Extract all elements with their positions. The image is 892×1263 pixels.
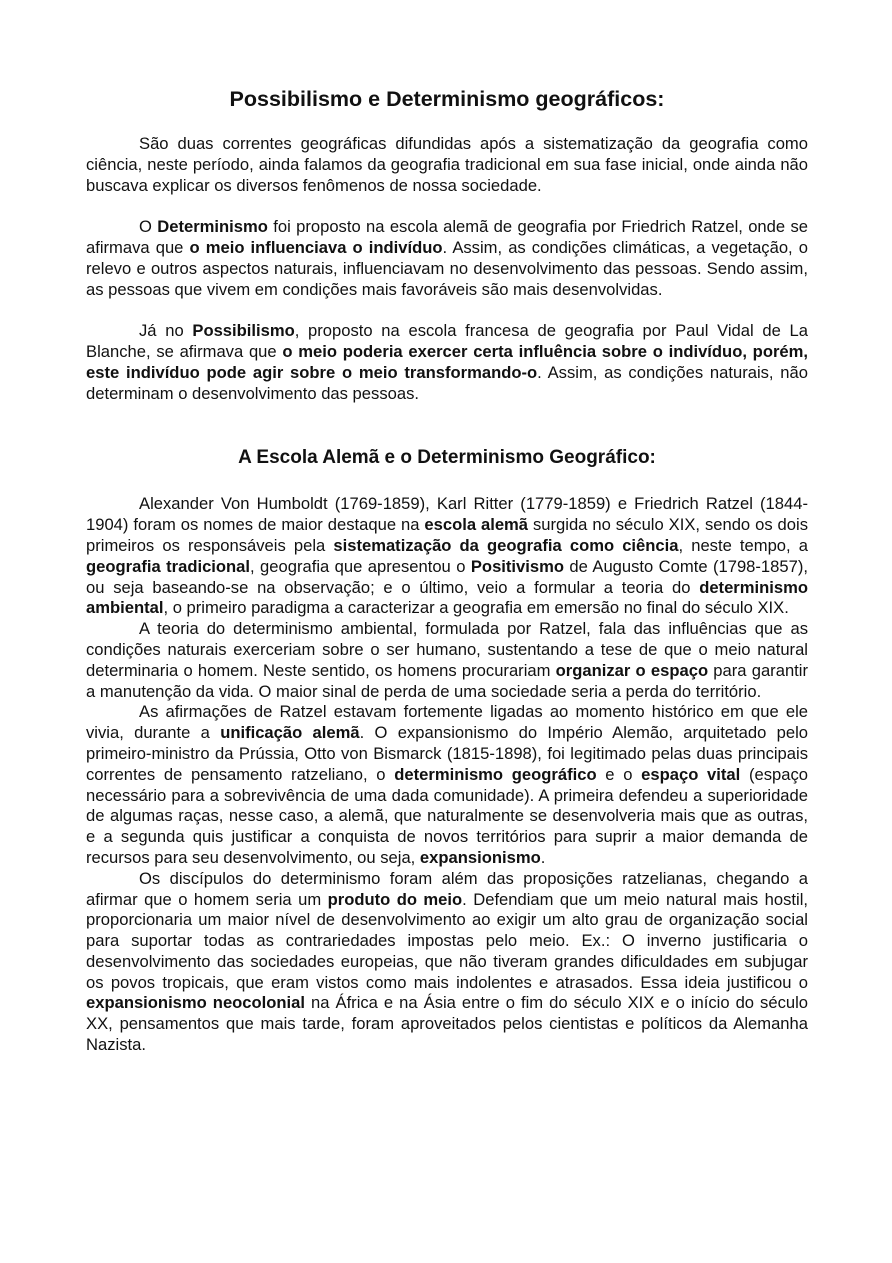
document-title: Possibilismo e Determinismo geográficos:	[229, 87, 665, 111]
section-title-escola-alema: A Escola Alemã e o Determinismo Geográfico:	[238, 447, 656, 469]
bold-term: unificação alemã	[220, 723, 360, 743]
bold-term: determinismo geográfico	[394, 764, 597, 784]
bold-term: geografia tradicional	[86, 556, 251, 576]
paragraph-teoria: A teoria do determinismo ambiental, formulada por Ratzel, fala das influências que as condições naturais exerceriam sobre o ser humano, sustentando a tese de que o meio natural determinaria o homem. Neste sentido, os homens procurariam organizar o espaço para garantir a manutenção da vida. O maior sinal de perda de uma sociedade seria a perda do território.	[86, 619, 808, 701]
paragraph-humboldt: Alexander Von Humboldt (1769-1859), Karl Ritter (1779-1859) e Friedrich Ratzel (1844-1904) foram os nomes de maior destaque na escola alemã surgida no século XIX, sendo os dois primeiros os responsáveis pela sistematização da geografia como ciência, neste tempo, a geografia tradicional, geografia que apresentou o Positivismo de Augusto Comte (1798-1857), ou seja baseando-se na observação; e o último, veio a formular a teoria do determinismo ambiental, o primeiro paradigma a caracterizar a geografia em emersão no final do século XIX.	[86, 494, 808, 618]
bold-term: Possibilismo	[192, 321, 295, 341]
paragraph-possibilismo: Já no Possibilismo, proposto na escola francesa de geografia por Paul Vidal de La Blanche, se afirmava que o meio poderia exercer certa influência sobre o indivíduo, porém, este indivíduo pode agir sobre o meio transformando-o. Assim, as condições naturais, não determinam o desenvolvimento das pessoas.	[86, 321, 809, 403]
bold-term: determinismo ambiental	[86, 577, 808, 618]
bold-term: sistematização da geografia como ciência	[333, 535, 679, 555]
bold-term: Determinismo	[157, 217, 268, 237]
bold-term: o meio influenciava o indivíduo	[189, 237, 443, 257]
bold-term: expansionismo	[419, 847, 541, 867]
bold-term: expansionismo neocolonial	[86, 993, 306, 1013]
bold-term: escola alemã	[424, 515, 529, 535]
bold-term: produto do meio	[327, 889, 463, 909]
bold-term: organizar o espaço	[555, 660, 709, 680]
bold-term: o meio poderia exercer certa influência sobre o indivíduo, porém, este indivíduo pode agir sobre o meio transformando-o	[86, 341, 809, 382]
paragraph-discipulos: Os discípulos do determinismo foram além das proposições ratzelianas, chegando a afirmar que o homem seria um produto do meio. Defendiam que um meio natural mais hostil, proporcionaria um maior nível de desenvolvimento ao exigir um alto grau de organização social para suportar todas as contrariedades impostas pelo meio. Ex.: O inverno justificaria o desenvolvimento das sociedades europeias, que não tiveram grandes dificuldades em subjugar os povos tropicais, que eram vistos como mais indolentes e atrasados. Essa ideia justificou o expansionismo neocolonial na África e na Ásia entre o fim do século XIX e o início do século XX, pensamentos que mais tarde, foram aproveitados pelos cientistas e políticos da Alemanha Nazista.	[86, 868, 809, 1055]
bold-term: espaço vital	[641, 764, 741, 784]
paragraph-determinismo: O Determinismo foi proposto na escola alemã de geografia por Friedrich Ratzel, onde se afirmava que o meio influenciava o indivíduo. Assim, as condições climáticas, a vegetação, o relevo e outros aspectos naturais, influenciavam no desenvolvimento das pessoas. Sendo assim, as pessoas que vivem em condições mais favoráveis são mais desenvolvidas.	[86, 217, 808, 299]
bold-term: Positivismo	[470, 556, 564, 576]
paragraph-afirmacoes: As afirmações de Ratzel estavam fortemente ligadas ao momento histórico em que ele vivia, durante a unificação alemã. O expansionismo do Império Alemão, arquitetado pelo primeiro-ministro da Prússia, Otto von Bismarck (1815-1898), foi legitimado pelas duas principais correntes de pensamento ratzeliano, o determinismo geográfico e o espaço vital (espaço necessário para a sobrevivência de uma dada comunidade). A primeira defendeu a superioridade de algumas raças, nesse caso, a alemã, que naturalmente se desenvolveria mais que as outras, e a segunda quis justificar a conquista de novos territórios para suprir a maior demanda de recursos para seu desenvolvimento, ou seja, expansionismo.	[86, 702, 808, 867]
paragraph-intro: São duas correntes geográficas difundidas após a sistematização da geografia como ciência, neste período, ainda falamos da geografia tradicional em sua fase inicial, onde ainda não buscava explicar os diversos fenômenos de nossa sociedade.	[86, 134, 808, 195]
